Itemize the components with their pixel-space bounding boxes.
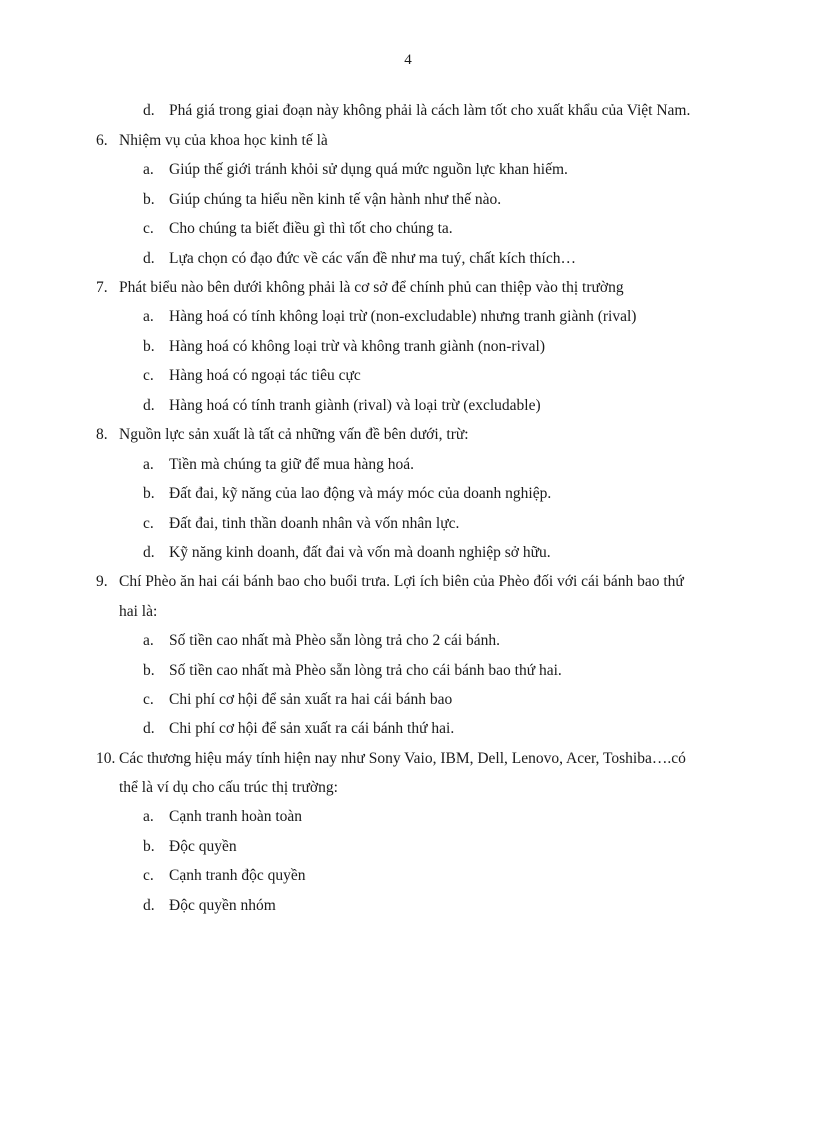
option-letter: d. <box>143 544 155 561</box>
option-letter: c. <box>143 220 154 237</box>
option-text: Đất đai, kỹ năng của lao động và máy móc của doanh nghiệp. <box>169 485 552 502</box>
question-number: 10. <box>96 750 116 767</box>
option-text: Tiền mà chúng ta giữ để mua hàng hoá. <box>169 456 415 473</box>
option-text: Phá giá trong giai đoạn này không phải là cách làm tốt cho xuất khẩu của Việt Nam. <box>169 102 691 119</box>
option-letter: d. <box>143 897 155 914</box>
question-text-cont: thể là ví dụ cho cấu trúc thị trường: <box>119 779 338 796</box>
page-number: 4 <box>404 52 412 68</box>
question-number: 8. <box>96 426 108 443</box>
option-letter: d. <box>143 250 155 267</box>
option-text: Đất đai, tinh thần doanh nhân và vốn nhân lực. <box>169 515 460 532</box>
option-letter: d. <box>143 397 155 414</box>
option-text: Kỹ năng kinh doanh, đất đai và vốn mà doanh nghiệp sở hữu. <box>169 544 551 561</box>
option-letter: a. <box>143 632 154 649</box>
option-letter: a. <box>143 161 154 178</box>
question-number: 6. <box>96 132 108 149</box>
option-text: Cạnh tranh hoàn toàn <box>169 808 303 825</box>
question-text: Nhiệm vụ của khoa học kinh tế là <box>119 132 328 149</box>
option-text: Chi phí cơ hội để sản xuất ra cái bánh thứ hai. <box>169 720 455 737</box>
option-text: Hàng hoá có tính tranh giành (rival) và loại trừ (excludable) <box>169 397 541 414</box>
option-letter: c. <box>143 691 154 708</box>
option-letter: c. <box>143 867 154 884</box>
option-letter: b. <box>143 485 155 502</box>
question-text: Phát biểu nào bên dưới không phải là cơ sở để chính phủ can thiệp vào thị trường <box>119 279 624 296</box>
option-text: Số tiền cao nhất mà Phèo sẵn lòng trả cho 2 cái bánh. <box>169 632 501 649</box>
question-number: 9. <box>96 573 108 590</box>
option-letter: b. <box>143 338 155 355</box>
question-text: Các thương hiệu máy tính hiện nay như Sony Vaio, IBM, Dell, Lenovo, Acer, Toshiba….có <box>119 750 686 767</box>
option-text: Giúp chúng ta hiểu nền kinh tế vận hành như thế nào. <box>169 191 502 208</box>
option-text: Số tiền cao nhất mà Phèo sẵn lòng trả cho cái bánh bao thứ hai. <box>169 662 562 679</box>
option-letter: a. <box>143 308 154 325</box>
option-text: Giúp thế giới tránh khỏi sử dụng quá mức nguồn lực khan hiếm. <box>169 161 568 178</box>
question-text: Nguồn lực sản xuất là tất cả những vấn đề bên dưới, trừ: <box>119 426 469 443</box>
option-letter: b. <box>143 191 155 208</box>
option-letter: b. <box>143 838 155 855</box>
option-letter: a. <box>143 808 154 825</box>
option-letter: d. <box>143 102 155 119</box>
question-text: Chí Phèo ăn hai cái bánh bao cho buổi trưa. Lợi ích biên của Phèo đối với cái bánh bao thứ <box>119 573 684 590</box>
question-number: 7. <box>96 279 108 296</box>
option-text: Độc quyền <box>169 838 237 855</box>
option-text: Cho chúng ta biết điều gì thì tốt cho chúng ta. <box>169 220 453 237</box>
option-letter: a. <box>143 456 154 473</box>
option-text: Hàng hoá có ngoại tác tiêu cực <box>169 367 361 384</box>
option-text: Hàng hoá có tính không loại trừ (non-excludable) nhưng tranh giành (rival) <box>169 308 637 325</box>
option-letter: c. <box>143 367 154 384</box>
option-text: Hàng hoá có không loại trừ và không tranh giành (non-rival) <box>169 338 545 355</box>
option-letter: c. <box>143 515 154 532</box>
option-letter: d. <box>143 720 155 737</box>
option-text: Chi phí cơ hội để sản xuất ra hai cái bánh bao <box>169 691 453 708</box>
option-text: Độc quyền nhóm <box>169 897 276 914</box>
option-text: Lựa chọn có đạo đức về các vấn đề như ma tuý, chất kích thích… <box>169 250 576 267</box>
option-text: Cạnh tranh độc quyền <box>169 867 306 884</box>
question-text-cont: hai là: <box>119 603 158 620</box>
option-letter: b. <box>143 662 155 679</box>
